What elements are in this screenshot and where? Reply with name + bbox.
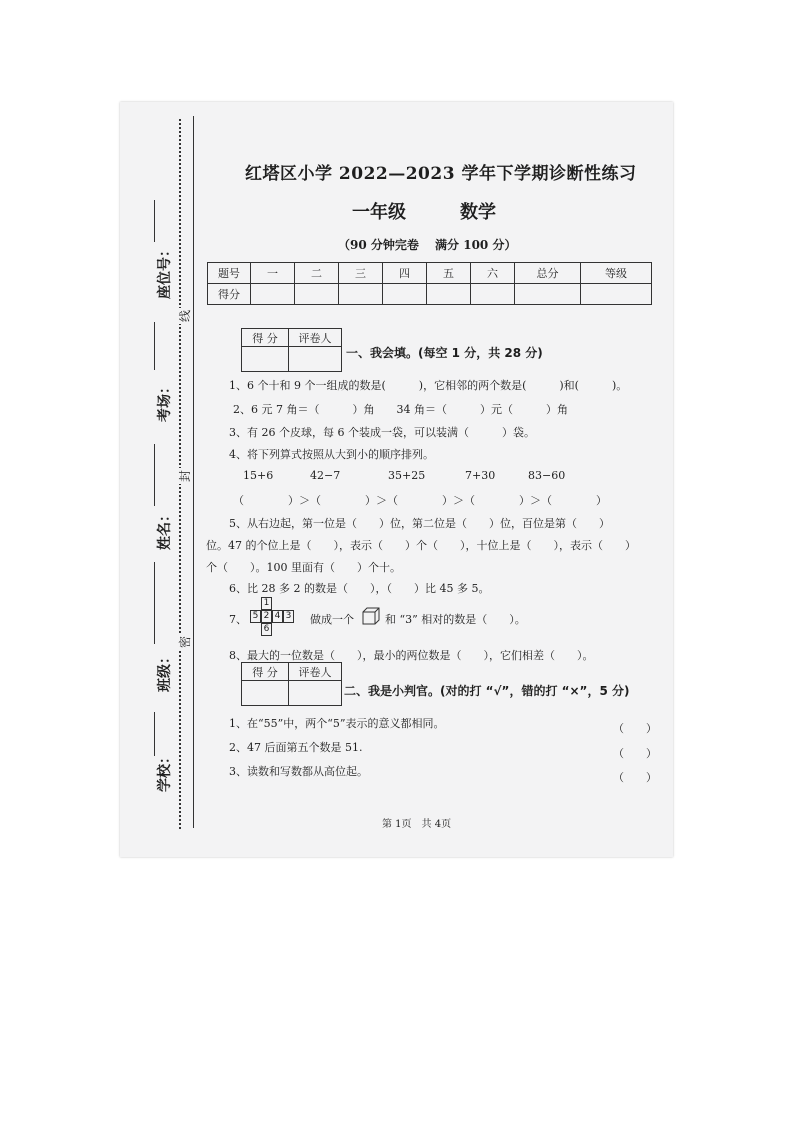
question-1-5-line1: 5、从右边起，第一位是（ ）位，第二位是（ ）位，百位是第（ ） (229, 517, 610, 530)
question-1-5-line3: 个（ ）。100 里面有（ ）个十。 (206, 561, 401, 574)
question-1-8: 8、最大的一位数是（ ），最小的两位数是（ ），它们相差（ ）。 (229, 649, 594, 662)
score-table-cell: 一 (251, 263, 295, 284)
cube-net-cell: 6 (261, 623, 272, 636)
seat-number-underline (154, 200, 155, 242)
score-table (207, 262, 652, 305)
cube-icon (362, 607, 380, 625)
score-entry-cell[interactable] (383, 284, 427, 305)
score-entry-cell[interactable] (427, 284, 471, 305)
seal-mark-mi: 密 (178, 635, 192, 648)
score-table-header-row (208, 263, 652, 284)
question-1-1: 1、6 个十和 9 个一组成的数是( )，它相邻的两个数是( )和( )。 (229, 379, 628, 392)
score-entry-cell[interactable] (339, 284, 383, 305)
school-underline (154, 712, 155, 756)
student-name-underline (154, 444, 155, 506)
question-1-3: 3、有 26 个皮球，每 6 个装成一袋，可以装满（ ）袋。 (229, 426, 535, 439)
judge-answer-1[interactable]: （ ） (613, 722, 657, 735)
cube-net-cell: 3 (283, 610, 294, 623)
score-entry-cell[interactable] (581, 284, 652, 305)
question-1-2: 2、6 元 7 角＝（ ）角 34 角＝（ ）元（ ）角 (233, 403, 568, 416)
cube-net-cell: 4 (272, 610, 283, 623)
order-answer-line: （ ）＞（ ）＞（ ）＞（ ）＞（ ） (233, 494, 607, 507)
exam-time-note: （90 分钟完卷 满分 100 分） (338, 238, 517, 252)
grader-reviewer-entry[interactable] (289, 347, 342, 372)
grader-reviewer-label: 评卷人 (289, 329, 342, 347)
grader-reviewer-label: 评卷人 (289, 663, 342, 681)
score-entry-cell[interactable] (471, 284, 515, 305)
score-entry-cell[interactable] (515, 284, 581, 305)
section1-heading: 一、我会填。(每空 1 分，共 28 分) (346, 346, 543, 360)
score-table-cell: 得分 (208, 284, 251, 305)
expression: 35+25 (388, 469, 426, 482)
judge-question-2: 2、47 后面第五个数是 51. (229, 741, 363, 754)
exam-room-underline (154, 322, 155, 370)
judge-question-1: 1、在“55”中，两个“5”表示的意义都相同。 (229, 717, 445, 730)
grader-box-section2 (241, 662, 342, 706)
grader-score-label: 得 分 (242, 329, 289, 347)
section2-heading: 二、我是小判官。(对的打 “√”，错的打 “×”，5 分) (344, 684, 630, 698)
seal-mark-line: 线 (178, 309, 192, 322)
cube-net-cell: 1 (261, 597, 272, 610)
expression: 15+6 (243, 469, 274, 482)
exam-sheet (120, 102, 673, 857)
school-label: 学校： (157, 750, 173, 792)
grader-score-entry[interactable] (242, 347, 289, 372)
grader-score-entry[interactable] (242, 681, 289, 706)
judge-question-3: 3、读数和写数都从高位起。 (229, 765, 368, 778)
judge-answer-3[interactable]: （ ） (613, 771, 657, 784)
score-table-cell: 等级 (581, 263, 652, 284)
score-table-cell: 总分 (515, 263, 581, 284)
cube-net-cell: 2 (261, 610, 272, 623)
score-table-cell: 五 (427, 263, 471, 284)
score-table-cell: 三 (339, 263, 383, 284)
question-1-7-number: 7、 (229, 613, 247, 626)
expression: 83−60 (528, 469, 566, 482)
subject-heading: 数学 (460, 202, 496, 223)
expression: 42−7 (310, 469, 341, 482)
grade-heading: 一年级 (352, 202, 406, 223)
score-table-cell: 四 (383, 263, 427, 284)
score-table-cell: 六 (471, 263, 515, 284)
class-label: 班级： (157, 650, 173, 692)
seal-mark-feng: 封 (178, 469, 192, 482)
score-table-cell: 题号 (208, 263, 251, 284)
score-entry-cell[interactable] (295, 284, 339, 305)
class-underline (154, 562, 155, 644)
score-entry-cell[interactable] (251, 284, 295, 305)
grader-score-label: 得 分 (242, 663, 289, 681)
question-1-4: 4、将下列算式按照从大到小的顺序排列。 (229, 448, 434, 461)
exam-room-label: 考场： (157, 380, 173, 422)
score-table-score-row (208, 284, 652, 305)
question-1-7-mid: 做成一个 (310, 613, 354, 626)
question-1-7-end: 和 “3” 相对的数是（ ）。 (385, 613, 526, 626)
binding-solid-line (193, 116, 194, 828)
judge-answer-2[interactable]: （ ） (613, 747, 657, 760)
grader-reviewer-entry[interactable] (289, 681, 342, 706)
seat-number-label: 座位号： (157, 243, 173, 299)
student-name-label: 姓名： (157, 508, 173, 550)
question-1-5-line2: 位。47 的个位上是（ ），表示（ ）个（ ），十位上是（ ），表示（ ） (206, 539, 636, 552)
grader-box-section1 (241, 328, 342, 372)
cube-net-cell: 5 (250, 610, 261, 623)
score-table-cell: 二 (295, 263, 339, 284)
exam-title: 红塔区小学 2022—2023 学年下学期诊断性练习 (245, 164, 637, 184)
question-1-6: 6、比 28 多 2 的数是（ ），（ ）比 45 多 5。 (229, 582, 490, 595)
expression: 7+30 (465, 469, 496, 482)
page-footer: 第 1页 共 4页 (382, 819, 452, 830)
